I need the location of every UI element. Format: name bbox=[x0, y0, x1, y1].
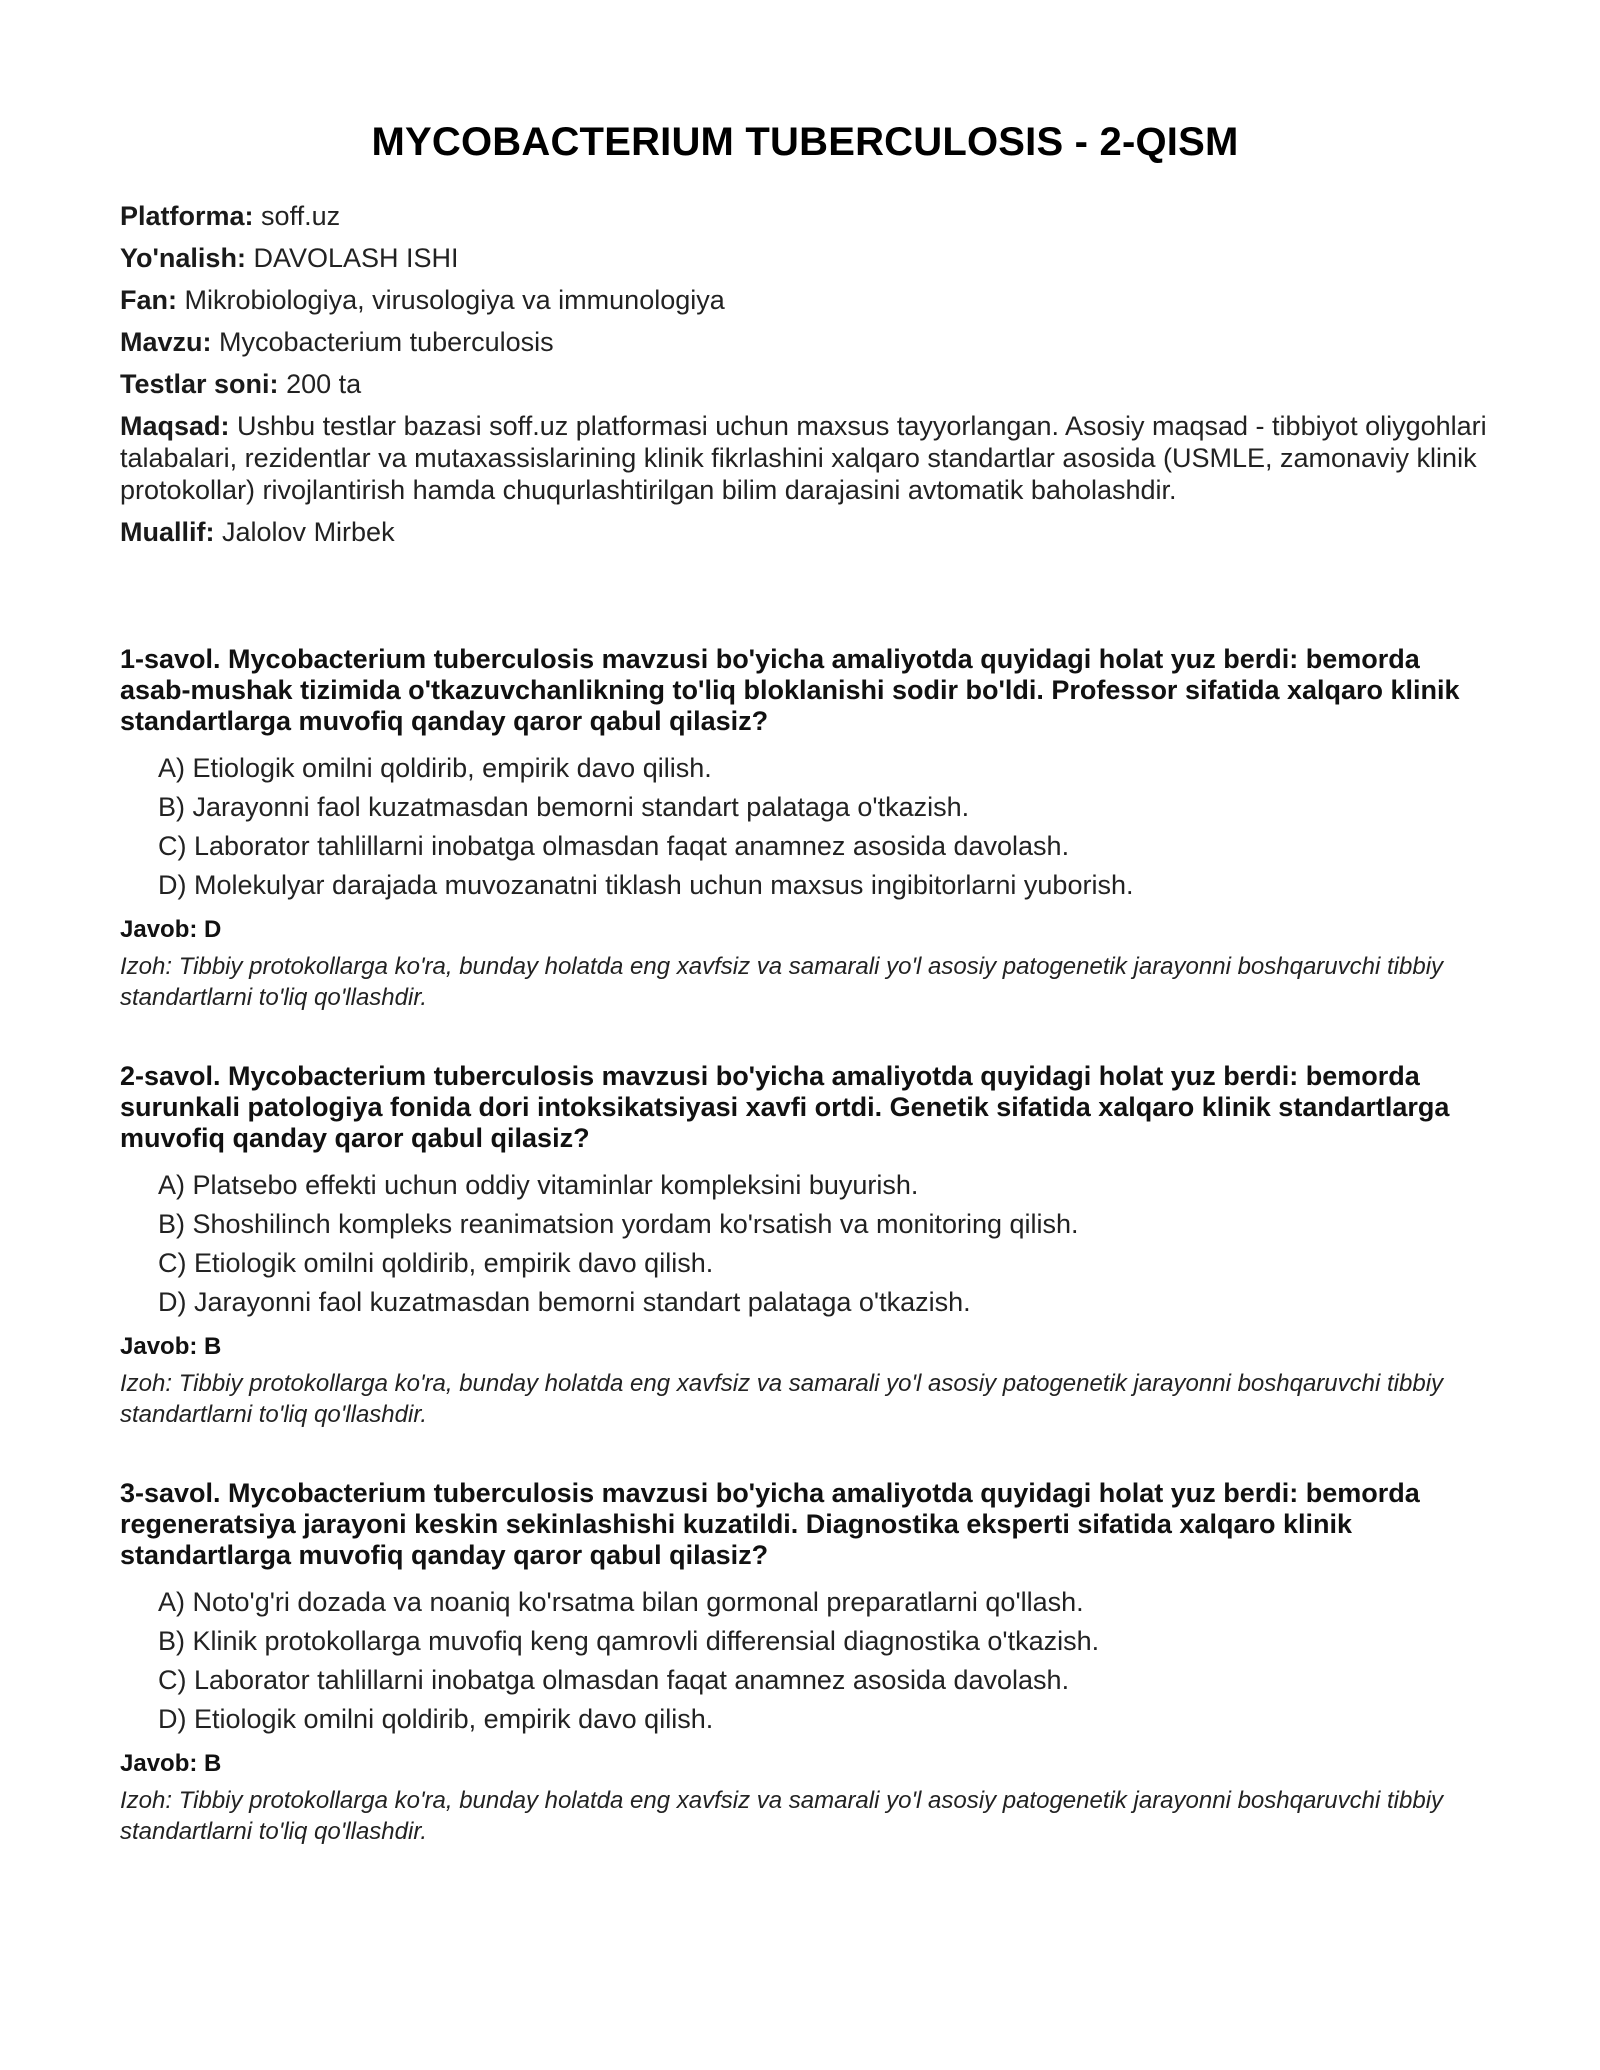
meta-direction bbox=[120, 242, 1490, 274]
meta-value: Mycobacterium tuberculosis bbox=[219, 327, 554, 357]
option-c: C) Laborator tahlillarni inobatga olmasdan faqat anamnez asosida davolash. bbox=[158, 831, 1070, 861]
option-d: D) Jarayonni faol kuzatmasdan bemorni standart palataga o'tkazish. bbox=[158, 1287, 971, 1317]
meta-author bbox=[120, 516, 1490, 548]
meta-value: soff.uz bbox=[261, 201, 341, 231]
answer-options bbox=[120, 1583, 1490, 1739]
correct-answer: Javob: B bbox=[120, 1750, 222, 1777]
document-title: MYCOBACTERIUM TUBERCULOSIS - 2-QISM bbox=[371, 120, 1239, 164]
meta-label: Platforma: bbox=[120, 201, 254, 231]
answer-explanation: Izoh: Tibbiy protokollarga ko'ra, bunday holatda eng xavfsiz va samarali yo'l asosiy patogenetik jarayonni boshqaruvchi tibbiy standartlarni to'liq qo'llashdir. bbox=[120, 953, 1444, 1011]
option-d: D) Molekulyar darajada muvozanatni tiklash uchun maxsus ingibitorlarni yuborish. bbox=[158, 870, 1134, 900]
answer-options bbox=[120, 1166, 1490, 1322]
meta-platform bbox=[120, 200, 1490, 232]
question-block-1 bbox=[120, 644, 1490, 1013]
meta-label: Mavzu: bbox=[120, 327, 212, 357]
meta-value: DAVOLASH ISHI bbox=[253, 243, 459, 273]
meta-label: Fan: bbox=[120, 285, 177, 315]
option-c: C) Etiologik omilni qoldirib, empirik davo qilish. bbox=[158, 1248, 714, 1278]
option-d: D) Etiologik omilni qoldirib, empirik davo qilish. bbox=[158, 1704, 714, 1734]
correct-answer: Javob: D bbox=[120, 916, 222, 943]
question-block-2 bbox=[120, 1061, 1490, 1430]
meta-value: Ushbu testlar bazasi soff.uz platformasi uchun maxsus tayyorlangan. Asosiy maqsad - tibbiyot oliygohlari talabalari, rezidentlar va mutaxassislarining klinik fikrlashini xalqaro standartlar asosida (USMLE, zamonaviy klinik protokollar) rivojlantirish hamda chuqurlashtirilgan bilim darajasini avtomatik baholashdir. bbox=[120, 411, 1487, 505]
answer-explanation: Izoh: Tibbiy protokollarga ko'ra, bunday holatda eng xavfsiz va samarali yo'l asosiy patogenetik jarayonni boshqaruvchi tibbiy standartlarni to'liq qo'llashdir. bbox=[120, 1787, 1444, 1845]
meta-label: Yo'nalish: bbox=[120, 243, 246, 273]
option-b: B) Klinik protokollarga muvofiq keng qamrovli differensial diagnostika o'tkazish. bbox=[158, 1626, 1100, 1656]
meta-label: Testlar soni: bbox=[120, 369, 279, 399]
question-block-3 bbox=[120, 1478, 1490, 1847]
option-a: A) Platsebo effekti uchun oddiy vitaminlar kompleksini buyurish. bbox=[158, 1170, 919, 1200]
option-a: A) Noto'g'ri dozada va noaniq ko'rsatma bilan gormonal preparatlarni qo'llash. bbox=[158, 1587, 1084, 1617]
meta-test-count bbox=[120, 368, 1490, 400]
correct-answer: Javob: B bbox=[120, 1333, 222, 1360]
meta-value: Jalolov Mirbek bbox=[222, 517, 395, 547]
option-b: B) Shoshilinch kompleks reanimatsion yordam ko'rsatish va monitoring qilish. bbox=[158, 1209, 1079, 1239]
option-b: B) Jarayonni faol kuzatmasdan bemorni standart palataga o'tkazish. bbox=[158, 792, 970, 822]
answer-explanation: Izoh: Tibbiy protokollarga ko'ra, bunday holatda eng xavfsiz va samarali yo'l asosiy patogenetik jarayonni boshqaruvchi tibbiy standartlarni to'liq qo'llashdir. bbox=[120, 1370, 1444, 1428]
metadata-section bbox=[120, 200, 1490, 548]
option-c: C) Laborator tahlillarni inobatga olmasdan faqat anamnez asosida davolash. bbox=[158, 1665, 1070, 1695]
question-text: 2-savol. Mycobacterium tuberculosis mavzusi bo'yicha amaliyotda quyidagi holat yuz berdi: bemorda surunkali patologiya fonida dori intoksikatsiyasi xavfi ortdi. Genetik sifatida xalqaro klinik standartlarga muvofiq qanday qaror qabul qilasiz? bbox=[120, 1061, 1450, 1153]
option-a: A) Etiologik omilni qoldirib, empirik davo qilish. bbox=[158, 753, 712, 783]
meta-label: Muallif: bbox=[120, 517, 215, 547]
answer-options bbox=[120, 749, 1490, 905]
question-text: 3-savol. Mycobacterium tuberculosis mavzusi bo'yicha amaliyotda quyidagi holat yuz berdi: bemorda regeneratsiya jarayoni keskin sekinlashishi kuzatildi. Diagnostika eksperti sifatida xalqaro klinik standartlarga muvofiq qanday qaror qabul qilasiz? bbox=[120, 1478, 1420, 1570]
meta-purpose bbox=[120, 410, 1490, 506]
question-text: 1-savol. Mycobacterium tuberculosis mavzusi bo'yicha amaliyotda quyidagi holat yuz berdi: bemorda asab-mushak tizimida o'tkazuvchanlikning to'liq bloklanishi sodir bo'ldi. Professor sifatida xalqaro klinik standartlarga muvofiq qanday qaror qabul qilasiz? bbox=[120, 644, 1460, 736]
meta-value: 200 ta bbox=[286, 369, 362, 399]
meta-label: Maqsad: bbox=[120, 411, 230, 441]
document-page bbox=[120, 118, 1490, 1847]
meta-topic bbox=[120, 326, 1490, 358]
meta-subject bbox=[120, 284, 1490, 316]
meta-value: Mikrobiologiya, virusologiya va immunologiya bbox=[184, 285, 725, 315]
